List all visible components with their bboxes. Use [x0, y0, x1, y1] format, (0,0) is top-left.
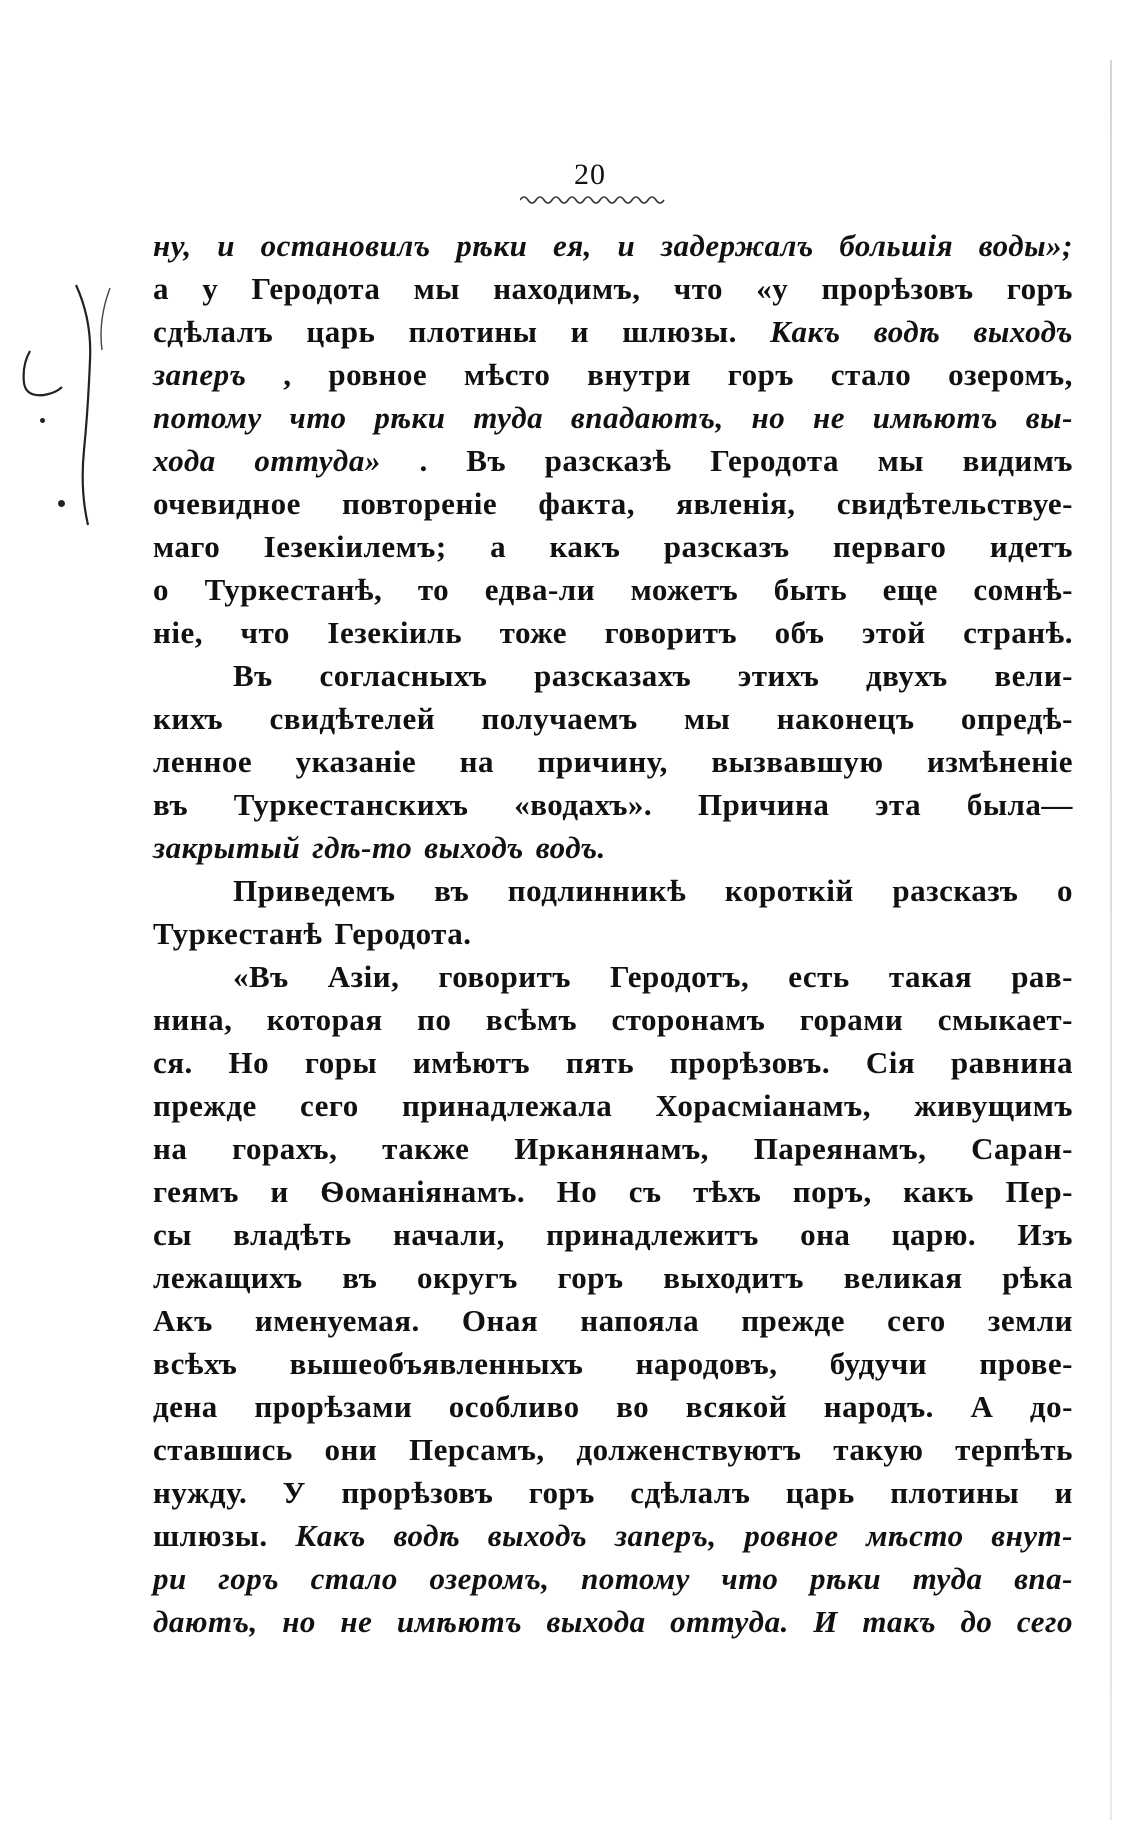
text-word: свидѣтельствуе-: [836, 486, 1073, 521]
text-word: Въ: [466, 443, 507, 478]
text-word: лежащихъ: [153, 1260, 303, 1295]
text-word: выходъ: [973, 314, 1073, 349]
text-word: такъ: [862, 1604, 937, 1639]
text-word: а: [490, 529, 507, 564]
text-word: «Въ: [233, 959, 289, 994]
text-word: они: [324, 1432, 378, 1467]
text-word: горъ: [1006, 271, 1073, 306]
text-word: что: [673, 271, 724, 306]
text-word: наконецъ: [776, 701, 915, 736]
text-word: свидѣтелей: [269, 701, 436, 736]
text-word: прове-: [979, 1346, 1073, 1381]
text-word: о: [153, 572, 169, 607]
text-word: равнина: [950, 1045, 1073, 1080]
text-word: владѣть: [233, 1217, 352, 1252]
text-line: [153, 1260, 1073, 1303]
text-word: стало: [310, 1561, 398, 1596]
text-word: едва-ли: [484, 572, 596, 607]
text-line: [153, 787, 1073, 830]
text-word: эта: [875, 787, 922, 822]
text-word: царь: [306, 314, 376, 349]
text-word: Іезекіиль: [327, 615, 463, 650]
text-word: вышеобъявленныхъ: [289, 1346, 584, 1381]
text-line: [153, 1131, 1073, 1174]
text-word: ніе,: [153, 615, 203, 650]
text-word: оттуда»: [254, 443, 381, 478]
text-word: горахъ,: [232, 1131, 338, 1166]
text-word: и: [570, 314, 590, 349]
text-word: тѣхъ: [693, 1174, 762, 1209]
text-line: [153, 314, 1073, 357]
text-line: [153, 1303, 1073, 1346]
text-word: сы: [153, 1217, 192, 1252]
text-word: опредѣ-: [960, 701, 1073, 736]
text-word: въ: [342, 1260, 378, 1295]
text-word: А: [970, 1389, 994, 1424]
text-line: [153, 1217, 1073, 1260]
page-edge-line: [1110, 60, 1112, 1820]
text-line: [153, 271, 1073, 314]
text-word: горъ: [528, 1475, 595, 1510]
text-word: ровное: [328, 357, 428, 392]
text-word: Акъ: [153, 1303, 213, 1338]
text-word: что: [721, 1561, 779, 1596]
text-word: ,: [283, 357, 292, 392]
text-word: говоритъ: [438, 959, 571, 994]
text-word: нина,: [153, 1002, 233, 1037]
text-word: вы-: [1025, 400, 1073, 435]
text-word: Саран-: [971, 1131, 1073, 1166]
text-word: которая: [266, 1002, 383, 1037]
text-word: измѣненіе: [927, 744, 1073, 779]
text-word: всѣхъ: [153, 1346, 238, 1381]
text-line: [153, 916, 1073, 959]
text-word: рѣка: [1002, 1260, 1073, 1295]
text-word: царю.: [891, 1217, 977, 1252]
text-word: озеромъ,: [429, 1561, 550, 1596]
text-word: живущимъ: [914, 1088, 1073, 1123]
text-word: внут-: [991, 1518, 1073, 1553]
text-word: этой: [862, 615, 926, 650]
text-word: Туркестанскихъ: [233, 787, 469, 822]
text-word: Геродота: [710, 443, 840, 478]
text-word: горъ: [727, 357, 794, 392]
text-word: мы: [413, 271, 460, 306]
text-line: [153, 400, 1073, 443]
text-word: факта,: [538, 486, 636, 521]
text-word: горъ: [557, 1260, 624, 1295]
text-word: что: [240, 615, 290, 650]
text-line: [153, 572, 1073, 615]
text-word: ри: [153, 1561, 187, 1596]
margin-dot-mark: [58, 500, 65, 507]
text-word: объ: [774, 615, 825, 650]
text-word: именуемая.: [254, 1303, 420, 1338]
text-word: впадаютъ,: [570, 400, 724, 435]
text-word: земли: [987, 1303, 1073, 1338]
text-word: принадлежитъ: [546, 1217, 759, 1252]
text-word: прорѣзовъ.: [669, 1045, 831, 1080]
text-word: народовъ,: [635, 1346, 778, 1381]
text-word: но: [282, 1604, 316, 1639]
text-word: мѣсто: [464, 357, 551, 392]
text-word: имѣютъ: [412, 1045, 531, 1080]
text-word: на: [153, 1131, 188, 1166]
text-word: рѣки: [809, 1561, 882, 1596]
text-word: повтореніе: [342, 486, 498, 521]
text-word: Іезекіилемъ;: [263, 529, 447, 564]
text-word: прорѣзами: [254, 1389, 413, 1424]
text-word: долженствуютъ: [576, 1432, 802, 1467]
text-word: потому: [153, 400, 262, 435]
text-word: была—: [966, 787, 1073, 822]
text-word: получаемъ: [481, 701, 638, 736]
text-word: и: [617, 228, 636, 263]
text-word: разсказахъ: [534, 658, 692, 693]
text-word: Сія: [865, 1045, 916, 1080]
text-word: маго: [153, 529, 221, 564]
text-word: сего: [1016, 1604, 1073, 1639]
text-word: быть: [773, 572, 848, 607]
text-word: водѣ: [393, 1518, 461, 1553]
text-word: выходитъ: [663, 1260, 804, 1295]
text-word: ставшись: [153, 1432, 293, 1467]
text-word: даютъ,: [153, 1604, 258, 1639]
text-word: заперъ: [153, 357, 247, 392]
text-word: напояла: [580, 1303, 700, 1338]
text-word: Ѳоманіянамъ.: [320, 1174, 526, 1209]
text-word: поръ,: [792, 1174, 872, 1209]
text-word: а: [153, 271, 169, 306]
text-word: рѣки: [456, 228, 528, 263]
text-line: [153, 1002, 1073, 1045]
text-word: И: [813, 1604, 838, 1639]
text-word: принадлежала: [401, 1088, 613, 1123]
text-word: сдѣлалъ: [153, 314, 274, 349]
text-word: прежде: [153, 1088, 257, 1123]
text-word: и: [270, 1174, 289, 1209]
text-word: въ: [434, 873, 470, 908]
text-word: Туркестанѣ,: [204, 572, 383, 607]
text-word: великая: [843, 1260, 963, 1295]
text-word: до-: [1029, 1389, 1073, 1424]
text-line: [153, 959, 1073, 1002]
text-word: согласныхъ: [319, 658, 488, 693]
text-word: Хорасміанамъ,: [655, 1088, 871, 1123]
text-word: внутри: [587, 357, 691, 392]
text-word: о: [1056, 873, 1073, 908]
body-text: [153, 228, 1073, 1647]
margin-dot-mark: [40, 418, 45, 423]
text-word: воды»;: [978, 228, 1073, 263]
text-word: то: [417, 572, 450, 607]
text-word: и: [217, 228, 236, 263]
text-word: указаніе: [295, 744, 417, 779]
text-line: [153, 1088, 1073, 1131]
text-word: «у: [756, 271, 789, 306]
text-word: туда: [912, 1561, 983, 1596]
text-word: что: [289, 400, 347, 435]
text-word: сдѣлалъ: [630, 1475, 751, 1510]
text-word: Но: [228, 1045, 270, 1080]
text-word: еще: [882, 572, 938, 607]
text-word: смыкает-: [937, 1002, 1073, 1037]
text-word: Персамъ,: [408, 1432, 545, 1467]
text-word: выходъ: [487, 1518, 588, 1553]
text-word: особливо: [448, 1389, 580, 1424]
text-line: [153, 744, 1073, 787]
header-ornament: [520, 193, 670, 207]
text-word: Азіи,: [327, 959, 400, 994]
text-word: ленное: [153, 744, 253, 779]
text-word: двухъ: [865, 658, 948, 693]
text-word: какъ: [903, 1174, 974, 1209]
text-word: мы: [877, 443, 924, 478]
text-word: озеромъ,: [948, 357, 1073, 392]
text-word: ея,: [552, 228, 592, 263]
text-word: видимъ: [962, 443, 1073, 478]
text-word: она: [800, 1217, 851, 1252]
text-line: [153, 357, 1073, 400]
text-word: во: [616, 1389, 650, 1424]
text-word: Приведемъ: [233, 873, 396, 908]
text-word: но: [751, 400, 786, 435]
text-word: остановилъ: [260, 228, 431, 263]
text-line: [153, 486, 1073, 529]
text-word: Геродотъ,: [609, 959, 750, 994]
text-word: задержалъ: [660, 228, 814, 263]
text-word: нужду.: [153, 1475, 248, 1510]
text-word: Изъ: [1017, 1217, 1073, 1252]
text-line: [153, 1475, 1073, 1518]
text-word: рав-: [1011, 959, 1073, 994]
text-word: Причина: [697, 787, 830, 822]
text-word: Ирканянамъ,: [514, 1131, 709, 1166]
text-line: [153, 1518, 1073, 1561]
text-word: дена: [153, 1389, 218, 1424]
text-word: по: [417, 1002, 452, 1037]
text-word: водѣ: [873, 314, 941, 349]
text-word: Оная: [461, 1303, 539, 1338]
text-word: царь: [785, 1475, 855, 1510]
text-word: Какъ: [295, 1518, 366, 1553]
text-word: очевидное: [153, 486, 301, 521]
text-word: въ: [153, 787, 189, 822]
text-word: не: [812, 400, 845, 435]
text-word: разсказъ: [892, 873, 1019, 908]
text-word: Пер-: [1005, 1174, 1073, 1209]
text-word: этихъ: [737, 658, 820, 693]
text-word: впа-: [1014, 1561, 1073, 1596]
text-word: стало: [830, 357, 912, 392]
text-word: мы: [684, 701, 731, 736]
text-word: сего: [300, 1088, 359, 1123]
text-word: подлинникѣ: [507, 873, 687, 908]
text-word: Въ: [233, 658, 273, 693]
text-word: съ: [628, 1174, 662, 1209]
text-word: не: [340, 1604, 373, 1639]
text-word: мѣсто: [866, 1518, 964, 1553]
text-word: разсказѣ: [544, 443, 672, 478]
text-word: есть: [788, 959, 850, 994]
text-word: выходъ: [424, 830, 524, 865]
text-word: сторонамъ: [611, 1002, 766, 1037]
text-word: закрытый: [153, 830, 301, 865]
text-word: прорѣзовъ: [821, 271, 974, 306]
handwritten-bracket-mark: [70, 280, 120, 530]
text-line: [153, 830, 1073, 873]
text-word: всякой: [685, 1389, 788, 1424]
text-word: терпѣть: [955, 1432, 1073, 1467]
text-word: Туркестанѣ: [153, 916, 323, 951]
text-word: на: [459, 744, 495, 779]
text-word: и: [1054, 1475, 1073, 1510]
text-word: горъ: [218, 1561, 280, 1596]
text-word: говоритъ: [604, 615, 738, 650]
text-word: такую: [833, 1432, 924, 1467]
text-word: шлюзы.: [622, 314, 737, 349]
text-word: плотины: [890, 1475, 1020, 1510]
text-word: находимъ,: [493, 271, 641, 306]
text-word: также: [382, 1131, 470, 1166]
text-word: разсказъ: [663, 529, 790, 564]
text-word: плотины: [408, 314, 538, 349]
text-word: прежде: [741, 1303, 845, 1338]
text-word: тоже: [499, 615, 568, 650]
text-word: всѣмъ: [485, 1002, 578, 1037]
text-word: имѣютъ: [396, 1604, 523, 1639]
text-line: [153, 701, 1073, 744]
text-word: вызвавшую: [711, 744, 884, 779]
text-word: горами: [799, 1002, 904, 1037]
text-line: [153, 443, 1073, 486]
text-word: выхода: [546, 1604, 646, 1639]
text-word: ся.: [153, 1045, 193, 1080]
text-word: вели-: [994, 658, 1073, 693]
page-number: 20: [574, 158, 606, 191]
text-word: .: [419, 443, 428, 478]
text-word: идетъ: [989, 529, 1073, 564]
text-word: геямъ: [153, 1174, 239, 1209]
text-word: до: [960, 1604, 993, 1639]
text-word: будучи: [829, 1346, 928, 1381]
text-word: пять: [565, 1045, 635, 1080]
text-line: [153, 228, 1073, 271]
text-line: [153, 615, 1073, 658]
text-line: [153, 529, 1073, 572]
text-word: начали,: [392, 1217, 505, 1252]
handwritten-numeral-mark: [18, 345, 68, 405]
text-word: округъ: [416, 1260, 518, 1295]
text-line: [153, 1561, 1073, 1604]
text-word: потому: [581, 1561, 690, 1596]
text-word: Но: [556, 1174, 598, 1209]
text-word: горы: [304, 1045, 378, 1080]
text-word: водъ.: [535, 830, 606, 865]
text-word: шлюзы.: [153, 1518, 268, 1553]
text-word: большія: [839, 228, 954, 263]
text-word: у: [202, 271, 219, 306]
text-word: туда: [473, 400, 544, 435]
text-word: заперъ,: [614, 1518, 717, 1553]
text-word: ровное: [744, 1518, 839, 1553]
text-word: ну,: [153, 228, 192, 263]
text-word: гдѣ-то: [312, 830, 413, 865]
text-word: перваго: [832, 529, 947, 564]
text-word: хода: [153, 443, 216, 478]
text-word: какъ: [549, 529, 621, 564]
text-line: [153, 1174, 1073, 1217]
text-word: прорѣзовъ: [341, 1475, 494, 1510]
text-word: такая: [888, 959, 973, 994]
text-word: можетъ: [630, 572, 739, 607]
text-word: странѣ.: [963, 615, 1073, 650]
text-word: оттуда.: [670, 1604, 789, 1639]
text-word: Геродота: [251, 271, 381, 306]
text-word: имѣютъ: [872, 400, 998, 435]
text-word: сего: [887, 1303, 946, 1338]
text-word: короткій: [724, 873, 854, 908]
text-word: явленія,: [676, 486, 796, 521]
text-word: Какъ: [770, 314, 841, 349]
text-word: Пареянамъ,: [753, 1131, 927, 1166]
text-line: [153, 1604, 1073, 1647]
text-line: [153, 1346, 1073, 1389]
text-line: [153, 1389, 1073, 1432]
text-word: народъ.: [823, 1389, 934, 1424]
text-line: [153, 1432, 1073, 1475]
text-line: [153, 873, 1073, 916]
text-line: [153, 1045, 1073, 1088]
text-line: [153, 658, 1073, 701]
text-word: У: [282, 1475, 306, 1510]
text-word: сомнѣ-: [973, 572, 1073, 607]
text-word: «водахъ».: [514, 787, 653, 822]
text-word: причину,: [537, 744, 668, 779]
text-word: Геродота.: [334, 916, 472, 951]
text-word: рѣки: [374, 400, 446, 435]
text-word: кихъ: [153, 701, 224, 736]
